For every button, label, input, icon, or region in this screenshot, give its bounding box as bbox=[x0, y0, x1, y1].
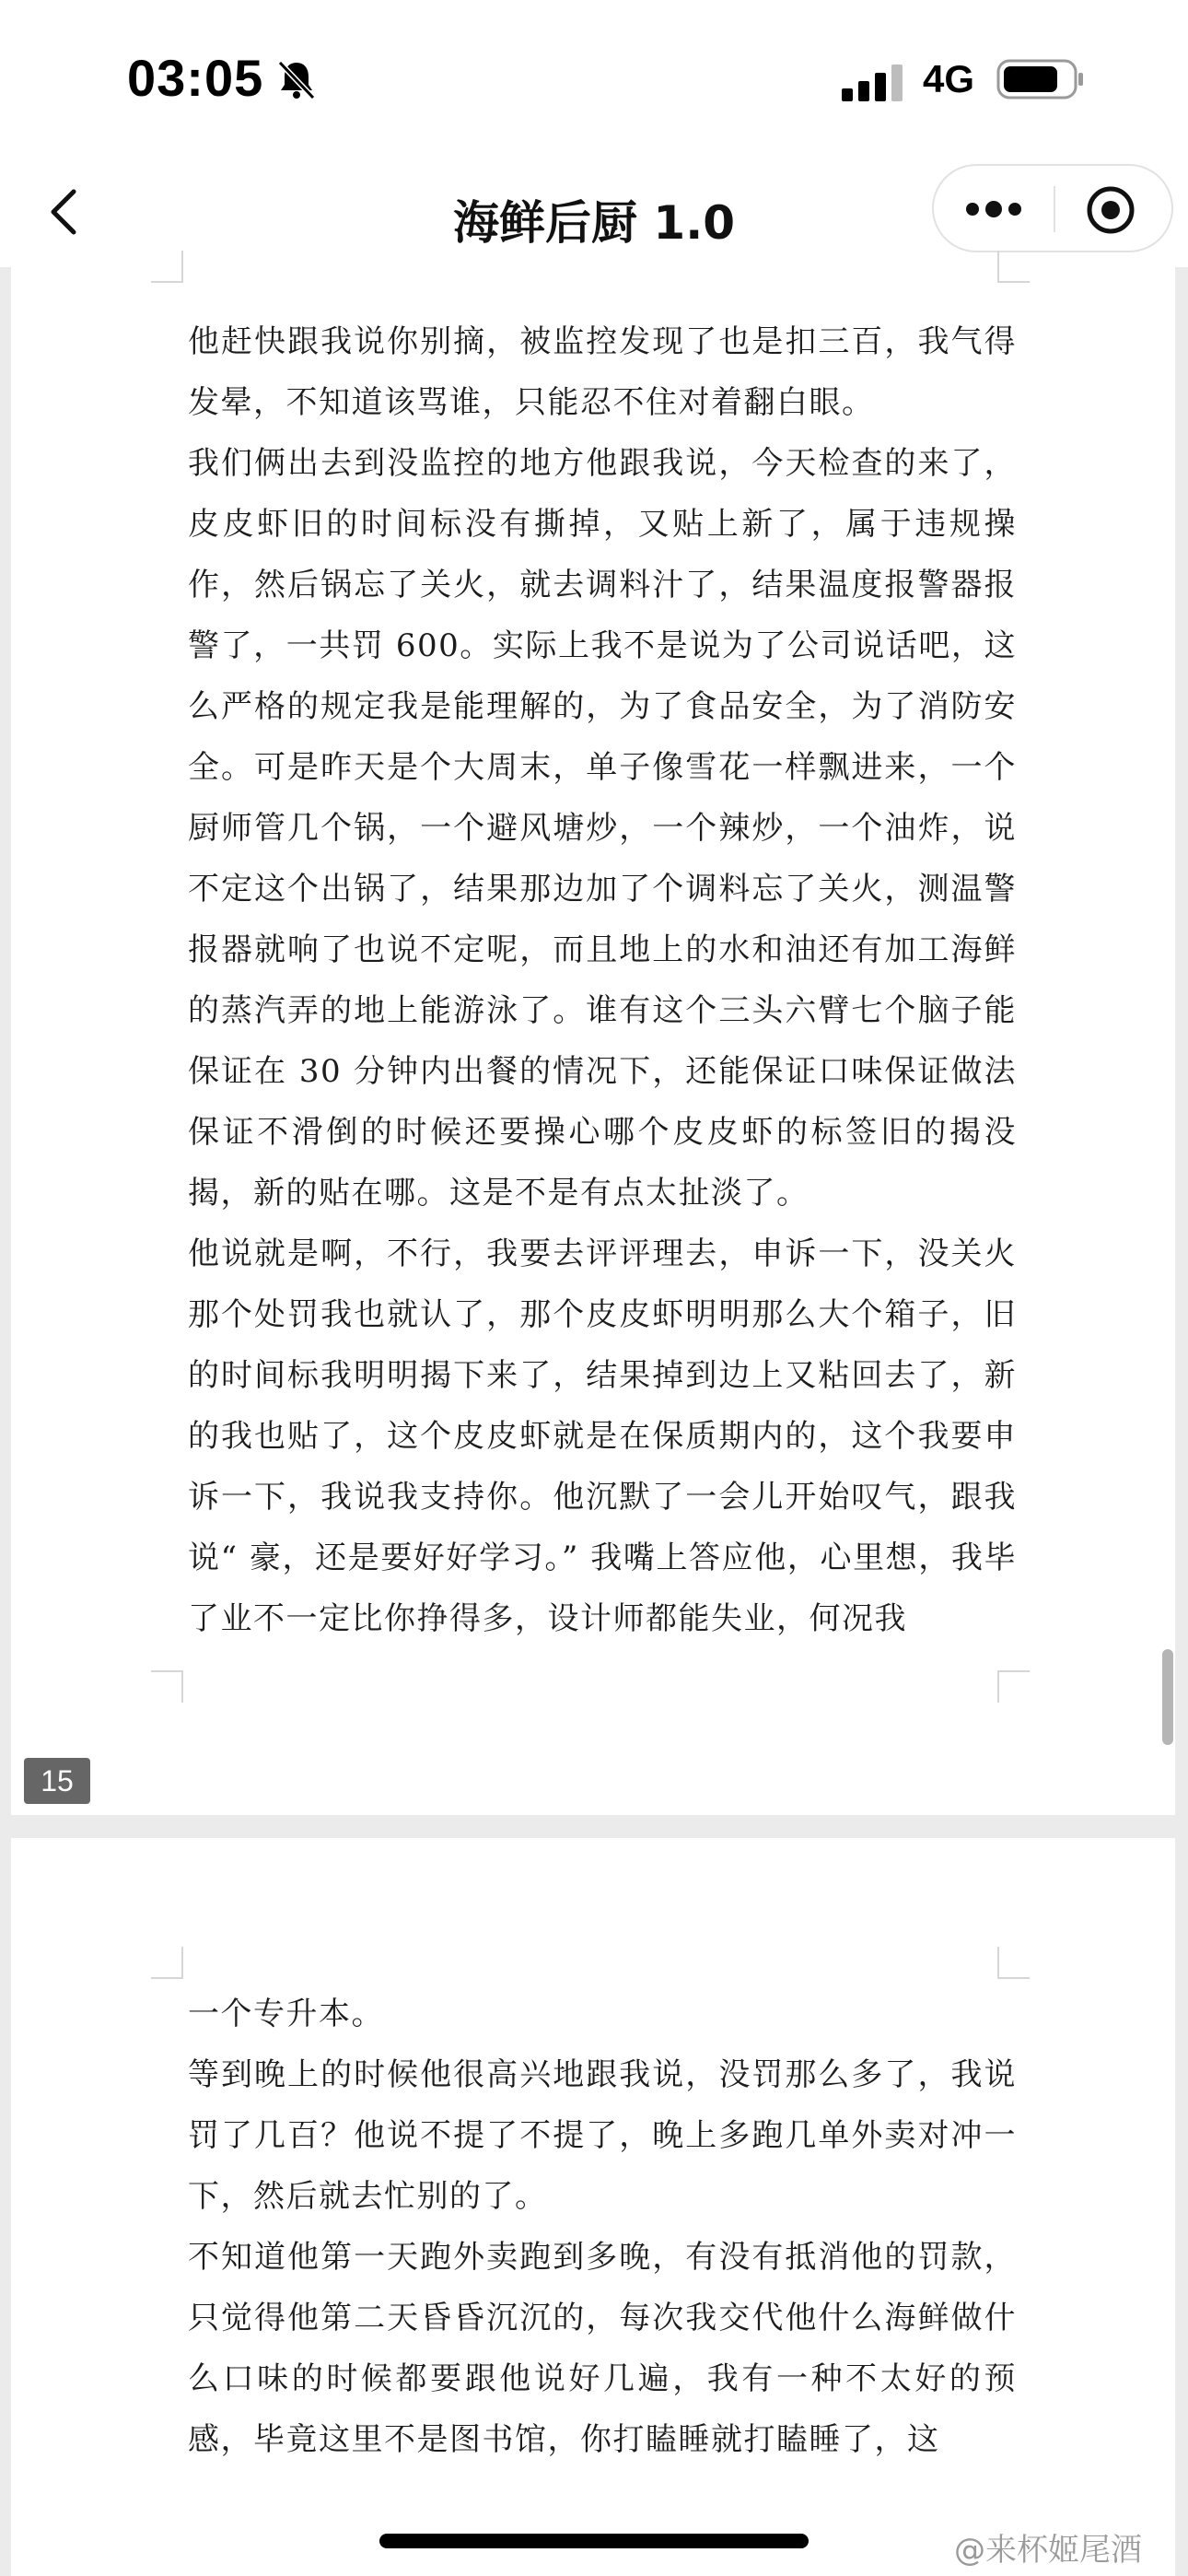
capsule-divider bbox=[1054, 186, 1055, 232]
paragraph: 他赶快跟我说你别摘，被监控发现了也是扣三百，我气得发晕，不知道该骂谁，只能忍不住对着翻白眼。 bbox=[188, 323, 1017, 421]
paragraph: 一个专升本。 bbox=[188, 1996, 384, 2032]
paragraph: 等到晚上的时候他很高兴地跟我说，没罚那么多了，我说罚了几百？他说不提了不提了，晚上多跑几单外卖对冲一下，然后就去忙别的了。 bbox=[188, 2056, 1017, 2215]
paragraph: 不知道他第一天跑外卖跑到多晚，有没有抵消他的罚款，只觉得他第二天昏昏沉沉的，每次我交代他什么海鲜做什么口味的时候都要跟他说好几遍，我有一种不太好的预感，毕竟这里不是图书馆，你打瞌睡就打瞌睡了，这 bbox=[188, 2239, 1017, 2458]
crop-mark bbox=[151, 1947, 184, 1980]
watermark: @来杯姬尾酒 bbox=[954, 2532, 1142, 2569]
paragraph: 他说就是啊，不行，我要去评评理去，申诉一下，没关火那个处罚我也就认了，那个皮皮虾明明那么大个箱子，旧的时间标我明明揭下来了，结果掉到边上又粘回去了，新的我也贴了，这个皮皮虾就是在保质期内的，这个我要申诉一下，我说我支持你。他沉默了一会儿开始叹气，跟我说“ 豪，还是要好好学习。” 我嘴上答应他，心里想，我毕了业不一定比你挣得多，设计师都能失业，何况我 bbox=[188, 1235, 1017, 1637]
page-title: 海鲜后厨 1.0 bbox=[453, 196, 735, 250]
signal-icon bbox=[842, 63, 904, 101]
more-dots-icon[interactable] bbox=[961, 184, 1026, 234]
crop-mark bbox=[151, 1669, 184, 1703]
target-icon[interactable] bbox=[1085, 184, 1136, 236]
paragraph: 我们俩出去到没监控的地方他跟我说，今天检查的来了，皮皮虾旧的时间标没有撕掉，又贴上新了，属于违规操作，然后锅忘了关火，就去调料汁了，结果温度报警器报警了，一共罚 600。实际上我不是说为了公司说话吧，这么严格的规定我是能理解的，为了食品安全，为了消防安全。可是昨天是个大周末，单子像雪花一样飘进来，一个厨师管几个锅，一个避风塘炒，一个辣炒，一个油炸，说不定这个出锅了，结果那边加了个调料忘了关火，测温警报器就响了也说不定呢，而且地上的水和油还有加工海鲜的蒸汽弄的地上能游泳了。谁有这个三头六臂七个脑子能保证在 30 分钟内出餐的情况下，还能保证口味保证做法保证不滑倒的时候还要操心哪个皮皮虾的标签旧的揭没揭，新的贴在哪。这是不是有点太扯淡了。 bbox=[188, 445, 1017, 1212]
page-number-badge: 15 bbox=[24, 1758, 90, 1804]
crop-mark bbox=[996, 1947, 1030, 1980]
battery-icon bbox=[996, 57, 1085, 101]
home-indicator[interactable] bbox=[379, 2534, 809, 2548]
crop-mark bbox=[996, 251, 1030, 284]
status-bar bbox=[0, 0, 1188, 157]
document-page bbox=[11, 1838, 1175, 2576]
network-type: 4G bbox=[923, 57, 975, 100]
crop-mark bbox=[996, 1669, 1030, 1703]
mini-program-capsule bbox=[932, 164, 1173, 252]
page-text bbox=[188, 1984, 1017, 2470]
scrollbar-thumb[interactable] bbox=[1162, 1649, 1173, 1745]
status-time: 03:05 bbox=[127, 49, 264, 107]
page-text bbox=[188, 311, 1017, 1649]
document-page bbox=[11, 267, 1175, 1815]
crop-mark bbox=[151, 251, 184, 284]
bell-slash-icon bbox=[274, 57, 319, 101]
